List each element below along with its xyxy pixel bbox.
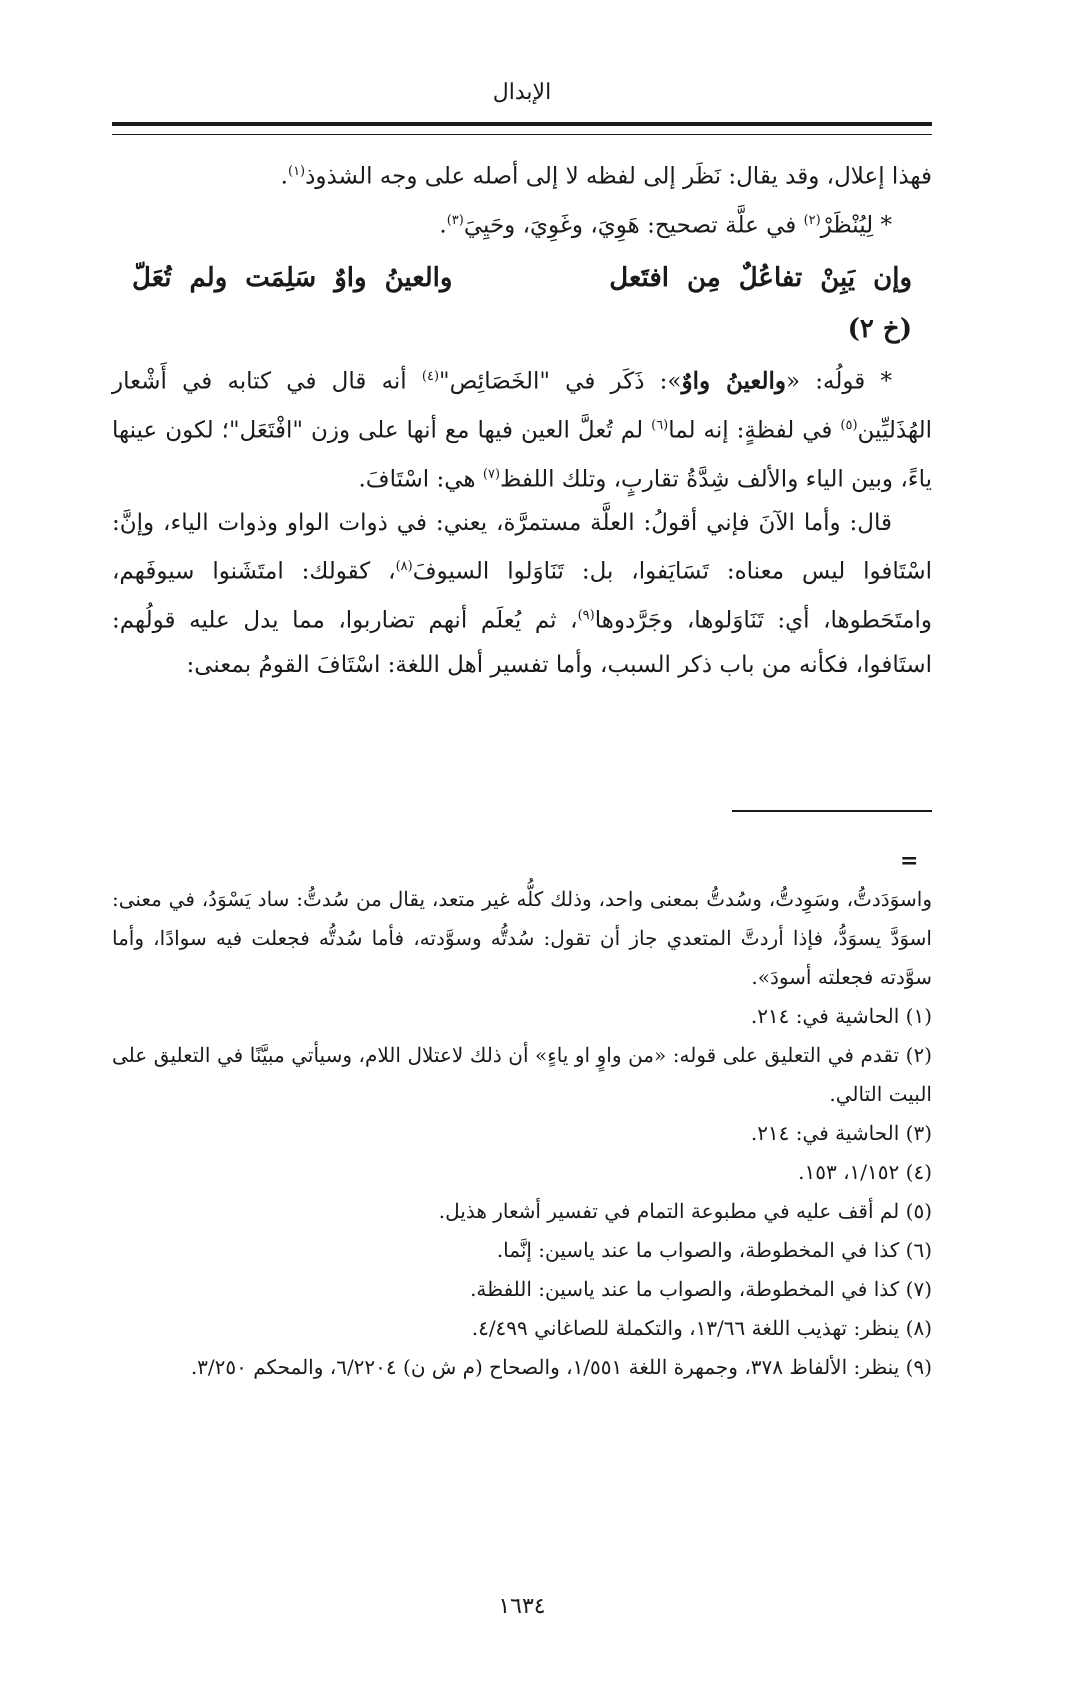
p3-text-d: في لفظةٍ: إنه لما xyxy=(668,417,841,444)
footnote-ref-9: (٩) xyxy=(577,607,595,623)
footnote: (٢) تقدم في التعليق على قوله: «من واوٍ او ياءٍ» أن ذلك لاعتلال اللام، وسيأتي مبيَّنًا في التعليق على البيت التالي. xyxy=(112,1043,932,1106)
footnote: (٧) كذا في المخطوطة، والصواب ما عند ياسين: اللفظة. xyxy=(470,1277,932,1301)
verse-code: (خ ٢) xyxy=(847,314,912,345)
footnote: (٦) كذا في المخطوطة، والصواب ما عند ياسين: إنَّما. xyxy=(496,1238,932,1262)
verse-word: ولم xyxy=(189,263,228,294)
footnote: (٩) ينظر: الألفاظ ٣٧٨، وجمهرة اللغة ١/٥٥١، والصحاح (م ش ن) ٦/٢٢٠٤، والمحكم ٣/٢٥٠. xyxy=(190,1355,932,1379)
p2-text-a: لِيُنْظَرْ xyxy=(820,212,874,239)
verse-second-hemistich xyxy=(132,253,452,303)
verse-word: يَبِنْ xyxy=(820,263,856,294)
verse-word: وإن xyxy=(873,263,912,294)
verse-word: تُعَلّ xyxy=(132,263,172,294)
footnote-ref-5: (٥) xyxy=(840,417,858,433)
footnote-ref-4: (٤) xyxy=(421,369,440,385)
p3-bold: والعينُ واوٌ xyxy=(681,367,787,395)
verse-word: والعينُ xyxy=(384,263,453,294)
footnote-carryover: واسوَدَدتُّ، وسَوِدتُّ، وسُدتُّ بمعنى واحد، وذلك كلُّه غير متعد، يقال من سُدتُّ: ساد يَسْوَدُ، في معنى: اسوَدَّ يسوَدُّ، فإذا أردتَّ المتعدي جاز أن تقول: سُدتُّه وسوَّدته، فأما سُدتُّه فجعلت فيه سوادًا، وأما سوَّدته فجعلته أسودَ». xyxy=(112,887,932,989)
p2-star: * xyxy=(873,212,892,239)
p3-text-e: لم تُعلَّ العين فيها مع أنها على وزن "افْتَعَل"؛ لكون عينها ياءً، وبين الياء والألف شِدَّةُ تقاربٍ، وتلك اللفظ xyxy=(112,417,932,493)
main-text xyxy=(112,150,932,687)
footnote-ref-2: (٢) xyxy=(803,212,821,228)
verse-first-hemistich xyxy=(609,253,912,303)
footnote: (٤) ١/١٥٢، ١٥٣. xyxy=(798,1160,932,1184)
verse-word: واوٌ xyxy=(334,263,367,294)
footnote-ref-6: (٦) xyxy=(651,417,669,433)
p3-text-c: أنه قال في كتابه في أَشْعار الهُذَليِّين xyxy=(112,368,932,444)
footnote: (٨) ينظر: تهذيب اللغة ١٣/٦٦، والتكملة للصاغاني ٤/٤٩٩. xyxy=(471,1316,932,1340)
footnote-ref-7: (٧) xyxy=(482,466,501,482)
header-rule-thick xyxy=(112,122,932,126)
verse-word: افتَعل xyxy=(609,263,670,294)
p3-text-f: هي: اسْتَافَ. xyxy=(358,466,483,493)
p4-text-c: ، ثم يُعلَم أنهم تضاربوا، مما يدل عليه قولُهم: استَافوا، فكأنه من باب ذكر السبب، وأما تفسير أهل اللغة: اسْتَافَ القومُ بمعنى: xyxy=(112,607,932,678)
footnote-separator xyxy=(732,810,932,812)
verse-word: تفاعُلٌ xyxy=(738,263,803,294)
verse-word: سَلِمَت xyxy=(245,263,317,294)
p4-text-b: ، كقولك: امتَشَنوا سيوفَهم، وامتَحَطوها، أي: تَنَاوَلوها، وجَرَّدوها xyxy=(112,558,932,634)
footnote-continuation-mark: = xyxy=(900,848,919,874)
paragraph-1 xyxy=(112,150,932,199)
paragraph-4 xyxy=(112,501,932,686)
page-number: ١٦٣٤ xyxy=(498,1594,546,1619)
paragraph-3 xyxy=(112,355,932,501)
footnote: (١) الحاشية في: ٢١٤. xyxy=(750,1004,932,1028)
footnote: (٥) لم أقف عليه في مطبوعة التمام في تفسير أشعار هذيل. xyxy=(438,1199,932,1223)
verse-word: مِن xyxy=(687,263,721,294)
p1-end: . xyxy=(280,163,288,190)
footnote-ref-1: (١) xyxy=(287,164,306,179)
footnotes xyxy=(112,880,932,1387)
p4-text-a: قال: وأما الآنَ فإني أقولُ: العلَّة مستمرَّة، يعني: في ذوات الواو وذوات الياء، وإنَّ: اسْتَافوا ليس معناه: تَسَايَفوا، بل: تَنَاوَلوا السيوفَ xyxy=(112,510,932,585)
footnote-ref-3: (٣) xyxy=(446,212,464,228)
footnote: (٣) الحاشية في: ٢١٤. xyxy=(750,1121,932,1145)
p1-text: فهذا إعلال، وقد يقال: نَظَر إلى لفظه لا إلى أصله على وجه الشذوذ xyxy=(305,163,932,190)
p3-text-a: * قولُه: « xyxy=(786,368,892,395)
p2-text-b: في علَّة تصحيح: هَوِيَ، وغَوِيَ، وحَيِيَ xyxy=(463,212,804,239)
header-rule-thin xyxy=(112,134,932,135)
paragraph-2 xyxy=(112,199,932,248)
p2-end: . xyxy=(439,212,447,239)
footnote-ref-8: (٨) xyxy=(395,559,413,575)
verse-line xyxy=(112,253,932,303)
running-header: الإبدال xyxy=(492,80,552,105)
p3-text-b: »: ذَكَر في "الخَصَائِص" xyxy=(439,368,682,395)
